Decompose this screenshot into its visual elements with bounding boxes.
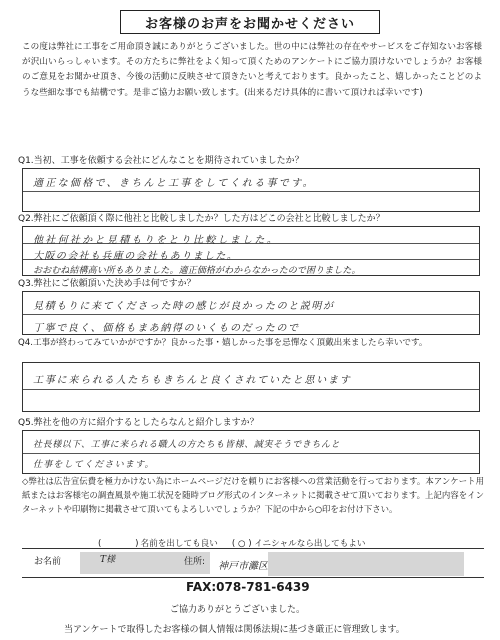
name-field[interactable]: T様	[100, 555, 116, 565]
option-1-label: 名前を出しても良い	[140, 539, 218, 549]
answer-4-line-1: 工事に来られる人たちもきちんと良くされていたと思います	[33, 375, 352, 386]
address-field[interactable]: 神戸市灘区	[218, 561, 268, 572]
answer-box-1	[22, 168, 480, 212]
ruled-line	[23, 191, 479, 192]
question-1-label: Q1.当初、工事を依頼する会社にどんなことを期待されていましたか？	[18, 156, 304, 166]
ruled-line	[23, 314, 479, 315]
answer-box-2	[22, 226, 480, 276]
answer-5-line-1: 社長様以下、工事に来られる職人の方たちも皆様、誠実そうできちんと	[33, 440, 341, 450]
answer-box-5	[22, 430, 480, 474]
answer-box-4	[22, 362, 480, 412]
answer-box-3	[22, 291, 480, 335]
option-2-paren-close: )	[248, 539, 252, 549]
privacy-footer: 当アンケートで取得したお客様の個人情報は関係法規に基づき厳正に管理致します。	[64, 625, 405, 635]
intro-text: この度は弊社に工事をご用命頂き誠にありがとうございました。世の中には弊社の存在やサービスをご存知ないお客様が沢山いらっしゃいます。その方たちに弊社をよく知って頂くためのアンケートにご協力頂けないでしょうか？お客様のご意見をお聞かせ頂き、今後の活動に反映させて頂きたいと考えております。良かったこと、嬉しかったことどのような些細な事でも結構です。是非ご協力お願い致します。(出来るだけ具体的に書いて頂ければ幸いです)	[22, 42, 482, 98]
fax-number: FAX:078-781-6439	[186, 580, 310, 594]
name-address-row	[22, 548, 484, 578]
question-2-label: Q2.弊社にご依頼頂く際に他社と比較しましたか？した方はどこの会社と比較しましたか？	[18, 214, 385, 224]
consent-note: ◇弊社は広告宣伝費を極力かけない為にホームページだけを頼りにお客様への営業活動を行っております。本アンケート用紙またはお客様宅の調査風景や施工状況を随時ブログ形式のインターネットに掲載させて頂いております。上記内容をインターネットや印刷物に掲載させて頂いてもよろしいでしょうか？下記の中から○印をお付け下さい。	[22, 476, 484, 514]
option-2-paren-open: (	[231, 539, 236, 549]
page-title: お客様のお声をお聞かせください	[120, 10, 380, 34]
address-redaction	[268, 552, 464, 576]
question-4-label: Q4.工事が終わってみていかがですか？良かった事・嬉しかった事を忌憚なく頂戴出来ましたら幸いです。	[18, 338, 428, 348]
name-label: お名前	[34, 557, 62, 567]
answer-5-line-2: 仕事をしてくださいます。	[33, 460, 155, 470]
question-5-label: Q5.弊社を他の方に紹介するとしたらなんと紹介しますか？	[18, 418, 259, 428]
answer-3-line-2: 丁寧で良く、価格もまあ納得のいくものだったので	[33, 323, 300, 334]
question-3-label: Q3.弊社にご依頼頂いた決め手は何ですか？	[18, 279, 196, 289]
answer-2-line-2: 大阪の会社も兵庫の会社もありました。	[33, 251, 239, 262]
ruled-line	[23, 453, 479, 454]
answer-2-line-3: おおむね結構高い所もありました。適正価格がわからなかったので困りました。	[33, 266, 361, 276]
ruled-line	[23, 389, 479, 390]
address-label: 住所:	[184, 557, 206, 567]
thanks-text: ご協力ありがとうございました。	[170, 605, 306, 615]
option-2-label: イニシャルなら出してもよい	[254, 539, 366, 549]
answer-3-line-1: 見積もりに来てくださった時の感じが良かったのと説明が	[33, 301, 335, 312]
circle-mark-icon: ○	[237, 539, 246, 549]
answer-2-line-1: 他社何社かと見積もりをとり比較しました。	[33, 235, 279, 246]
option-1-checkbox: ( )	[98, 539, 141, 549]
answer-1-line-1: 適正な価格で、きちんと工事をしてくれる事です。	[33, 178, 315, 189]
